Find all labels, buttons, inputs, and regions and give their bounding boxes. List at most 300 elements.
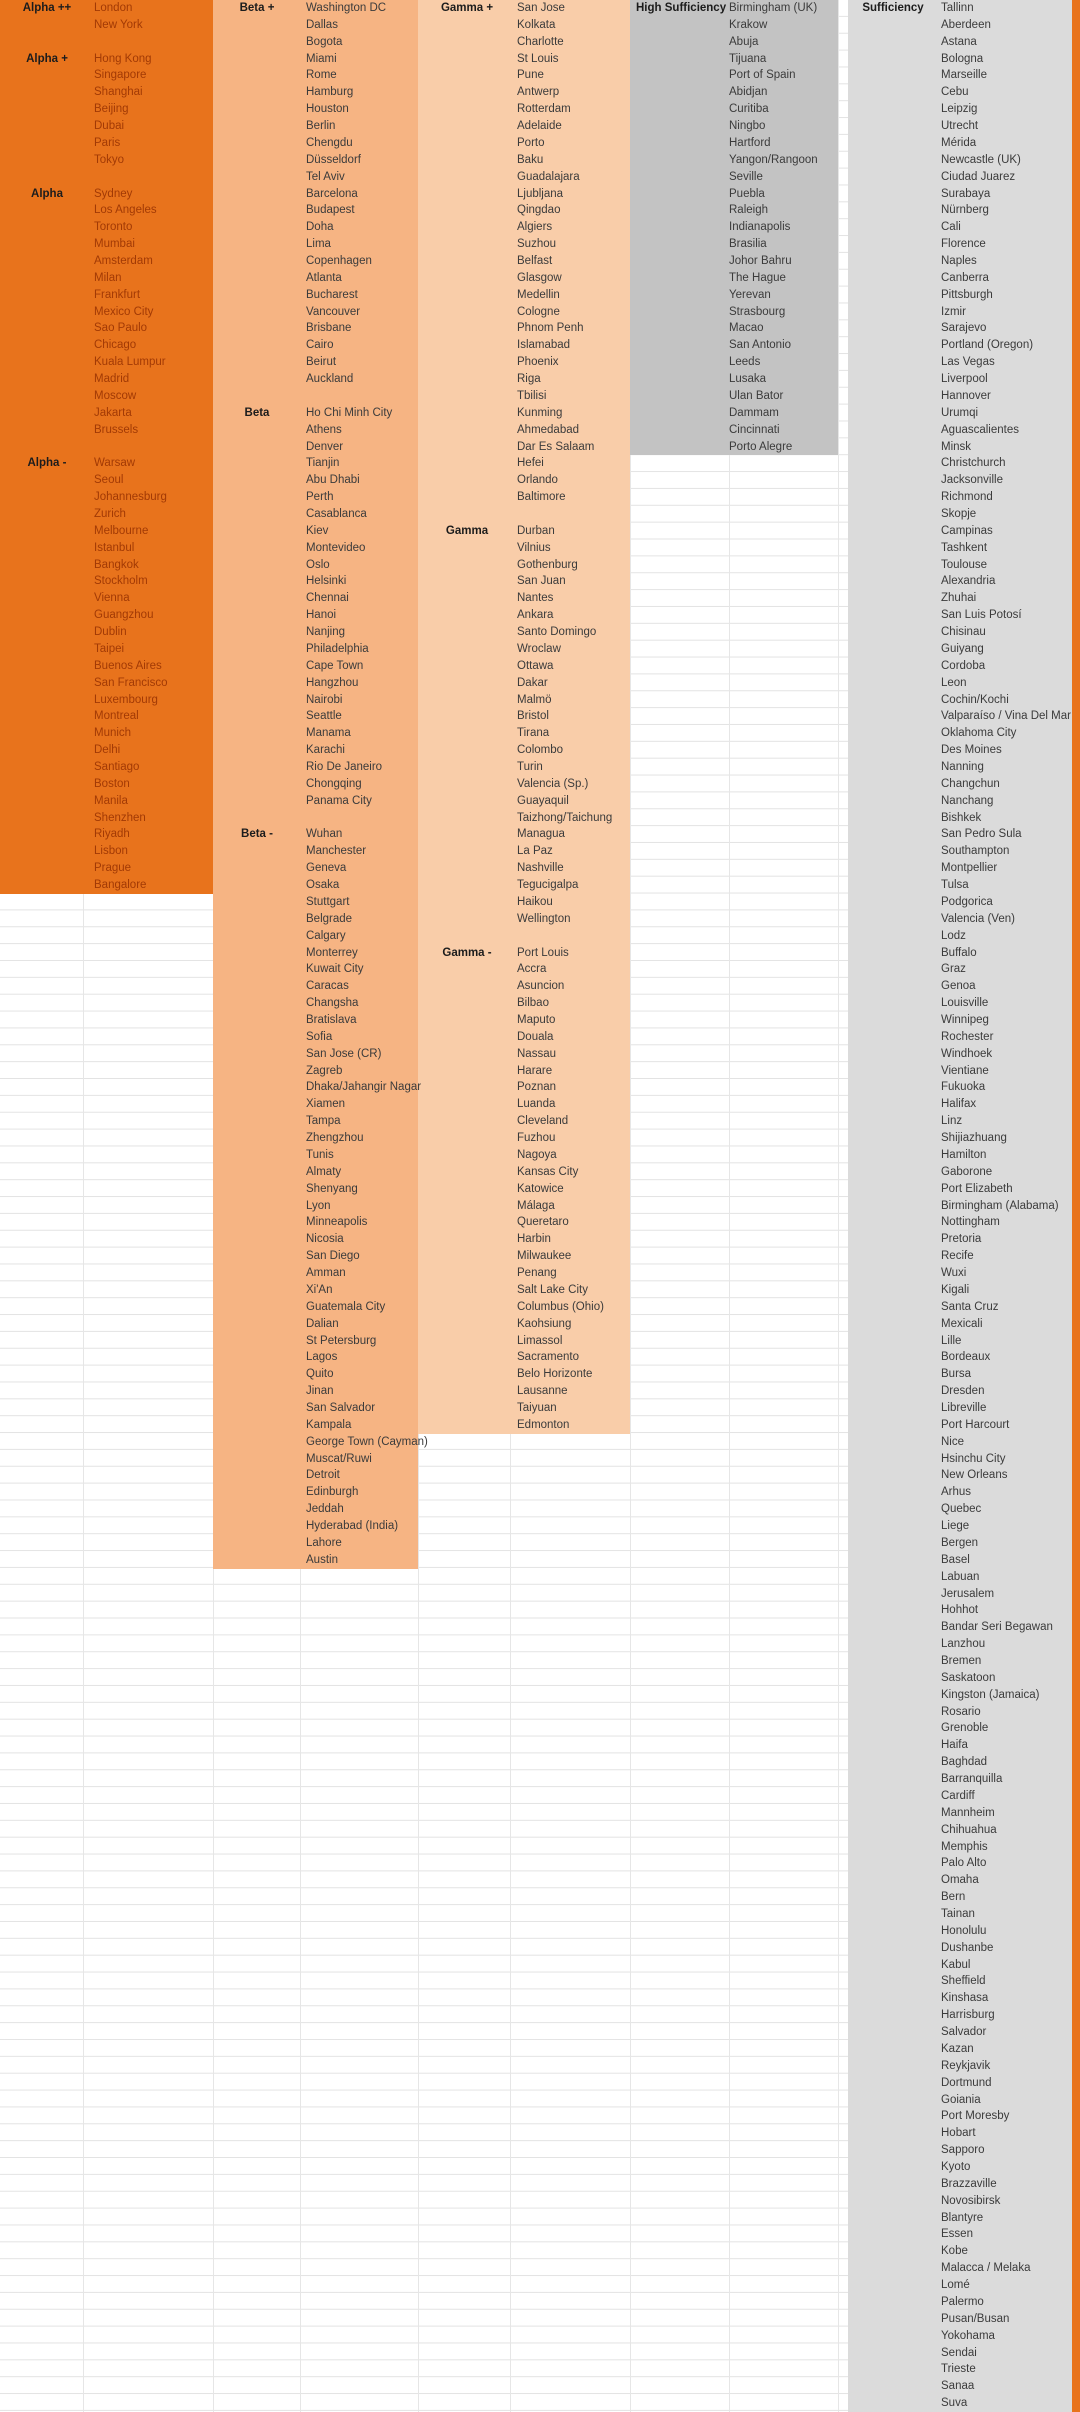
city-cell[interactable]: Kinshasa bbox=[941, 1992, 989, 2005]
city-cell[interactable]: Guadalajara bbox=[517, 170, 580, 183]
city-cell[interactable]: Singapore bbox=[94, 69, 147, 82]
city-cell[interactable]: Tianjin bbox=[306, 457, 340, 470]
city-cell[interactable]: Guiyang bbox=[941, 642, 984, 655]
city-cell[interactable]: Hobart bbox=[941, 2127, 976, 2140]
city-cell[interactable]: Bandar Seri Begawan bbox=[941, 1621, 1053, 1634]
city-cell[interactable]: Suva bbox=[941, 2397, 968, 2410]
city-cell[interactable]: Edmonton bbox=[517, 1418, 570, 1431]
city-cell[interactable]: Los Angeles bbox=[94, 204, 157, 217]
city-cell[interactable]: Johannesburg bbox=[94, 491, 167, 504]
city-cell[interactable]: Tulsa bbox=[941, 879, 969, 892]
city-cell[interactable]: San Diego bbox=[306, 1250, 360, 1263]
city-cell[interactable]: Aguascalientes bbox=[941, 423, 1019, 436]
city-cell[interactable]: Mexicali bbox=[941, 1317, 983, 1330]
city-cell[interactable]: Surabaya bbox=[941, 187, 991, 200]
city-cell[interactable]: Dalian bbox=[306, 1317, 339, 1330]
city-cell[interactable]: Brasilia bbox=[729, 238, 767, 251]
city-cell[interactable]: Suzhou bbox=[517, 238, 557, 251]
city-cell[interactable]: Puebla bbox=[729, 187, 765, 200]
city-cell[interactable]: Nashville bbox=[517, 862, 564, 875]
city-cell[interactable]: Moscow bbox=[94, 389, 137, 402]
city-cell[interactable]: Riga bbox=[517, 373, 541, 386]
city-cell[interactable]: Charlotte bbox=[517, 35, 564, 48]
city-cell[interactable]: Cape Town bbox=[306, 659, 364, 672]
city-cell[interactable]: Mexico City bbox=[94, 305, 154, 318]
city-cell[interactable]: La Paz bbox=[517, 845, 553, 858]
city-cell[interactable]: Porto Alegre bbox=[729, 440, 793, 453]
city-cell[interactable]: Vancouver bbox=[306, 305, 361, 318]
city-cell[interactable]: San Jose bbox=[517, 2, 565, 14]
city-cell[interactable]: Vienna bbox=[94, 592, 130, 605]
city-cell[interactable]: Belo Horizonte bbox=[517, 1368, 593, 1381]
city-cell[interactable]: Rotterdam bbox=[517, 103, 571, 116]
city-cell[interactable]: Austin bbox=[306, 1553, 338, 1566]
city-cell[interactable]: Tampa bbox=[306, 1115, 341, 1128]
city-cell[interactable]: Halifax bbox=[941, 1098, 977, 1111]
city-cell[interactable]: Dhaka/Jahangir Nagar bbox=[306, 1081, 422, 1094]
city-cell[interactable]: Jakarta bbox=[94, 406, 132, 419]
city-cell[interactable]: Lomé bbox=[941, 2279, 970, 2292]
city-cell[interactable]: Yerevan bbox=[729, 288, 771, 301]
city-cell[interactable]: Lausanne bbox=[517, 1385, 568, 1398]
city-cell[interactable]: Ankara bbox=[517, 609, 554, 622]
city-cell[interactable]: Tashkent bbox=[941, 541, 988, 554]
city-cell[interactable]: Lille bbox=[941, 1334, 962, 1347]
city-cell[interactable]: Birmingham (UK) bbox=[729, 2, 818, 14]
city-cell[interactable]: Nice bbox=[941, 1435, 965, 1448]
city-cell[interactable]: Toronto bbox=[94, 221, 133, 234]
city-cell[interactable]: San Jose (CR) bbox=[306, 1047, 382, 1060]
city-cell[interactable]: Cardiff bbox=[941, 1789, 975, 1802]
city-cell[interactable]: St Petersburg bbox=[306, 1334, 377, 1347]
city-cell[interactable]: Medellin bbox=[517, 288, 560, 301]
city-cell[interactable]: Miami bbox=[306, 52, 337, 65]
city-cell[interactable]: Asuncion bbox=[517, 980, 565, 993]
city-cell[interactable]: Zhuhai bbox=[941, 592, 977, 605]
city-cell[interactable]: Brazzaville bbox=[941, 2177, 997, 2190]
city-cell[interactable]: Mumbai bbox=[94, 238, 135, 251]
city-cell[interactable]: Dublin bbox=[94, 626, 127, 639]
city-cell[interactable]: Perth bbox=[306, 491, 334, 504]
city-cell[interactable]: Port Harcourt bbox=[941, 1418, 1010, 1431]
city-cell[interactable]: Chengdu bbox=[306, 136, 353, 149]
city-cell[interactable]: Muscat/Ruwi bbox=[306, 1452, 372, 1465]
city-cell[interactable]: Prague bbox=[94, 862, 132, 875]
city-cell[interactable]: Sydney bbox=[94, 187, 133, 200]
city-cell[interactable]: Belfast bbox=[517, 255, 553, 267]
city-cell[interactable]: Essen bbox=[941, 2228, 973, 2241]
city-cell[interactable]: Salt Lake City bbox=[517, 1283, 588, 1296]
city-cell[interactable]: Chihuahua bbox=[941, 1823, 997, 1836]
city-cell[interactable]: Bilbao bbox=[517, 997, 549, 1010]
city-cell[interactable]: Kolkata bbox=[517, 18, 556, 31]
city-cell[interactable]: Tijuana bbox=[729, 52, 767, 65]
city-cell[interactable]: Fukuoka bbox=[941, 1081, 986, 1094]
city-cell[interactable]: Wuhan bbox=[306, 828, 343, 841]
city-cell[interactable]: Manama bbox=[306, 727, 351, 740]
city-cell[interactable]: Wroclaw bbox=[517, 642, 561, 655]
tier-label-alpha-plus[interactable]: Alpha + bbox=[26, 52, 68, 65]
city-cell[interactable]: Washington DC bbox=[306, 2, 387, 14]
city-cell[interactable]: Nassau bbox=[517, 1047, 556, 1060]
city-cell[interactable]: Hangzhou bbox=[306, 676, 359, 689]
city-cell[interactable]: Vilnius bbox=[517, 541, 551, 554]
city-cell[interactable]: Sheffield bbox=[941, 1975, 986, 1988]
city-cell[interactable]: Trieste bbox=[941, 2363, 976, 2376]
city-cell[interactable]: Monterrey bbox=[306, 946, 358, 959]
city-cell[interactable]: Amsterdam bbox=[94, 255, 153, 267]
city-cell[interactable]: Tel Aviv bbox=[306, 170, 345, 183]
city-cell[interactable]: Cologne bbox=[517, 305, 560, 318]
city-cell[interactable]: Port Louis bbox=[517, 946, 569, 959]
city-cell[interactable]: Southampton bbox=[941, 845, 1010, 858]
city-cell[interactable]: Frankfurt bbox=[94, 288, 141, 301]
city-cell[interactable]: Luxembourg bbox=[94, 693, 158, 706]
city-cell[interactable]: Düsseldorf bbox=[306, 153, 361, 166]
city-cell[interactable]: Linz bbox=[941, 1115, 963, 1128]
city-cell[interactable]: San Pedro Sula bbox=[941, 828, 1022, 841]
city-cell[interactable]: Hannover bbox=[941, 389, 991, 402]
city-cell[interactable]: Skopje bbox=[941, 508, 977, 520]
city-cell[interactable]: Kuala Lumpur bbox=[94, 356, 166, 369]
city-cell[interactable]: Naples bbox=[941, 255, 977, 267]
city-cell[interactable]: Harbin bbox=[517, 1233, 551, 1246]
city-cell[interactable]: Omaha bbox=[941, 1874, 979, 1887]
city-cell[interactable]: Katowice bbox=[517, 1182, 564, 1195]
city-cell[interactable]: San Antonio bbox=[729, 339, 792, 352]
city-cell[interactable]: Boston bbox=[94, 777, 130, 790]
city-cell[interactable]: Guatemala City bbox=[306, 1300, 386, 1313]
city-cell[interactable]: Abuja bbox=[729, 35, 759, 48]
city-cell[interactable]: Geneva bbox=[306, 862, 347, 875]
city-cell[interactable]: Marseille bbox=[941, 69, 988, 82]
city-cell[interactable]: Basel bbox=[941, 1553, 970, 1566]
city-cell[interactable]: Cebu bbox=[941, 86, 969, 99]
city-cell[interactable]: Hefei bbox=[517, 457, 544, 470]
city-cell[interactable]: Nürnberg bbox=[941, 204, 989, 217]
city-cell[interactable]: Tokyo bbox=[94, 153, 125, 166]
city-cell[interactable]: Hanoi bbox=[306, 609, 337, 622]
city-cell[interactable]: Kiev bbox=[306, 524, 329, 537]
city-cell[interactable]: Ho Chi Minh City bbox=[306, 406, 393, 419]
city-cell[interactable]: Accra bbox=[517, 963, 547, 976]
city-cell[interactable]: Chongqing bbox=[306, 777, 362, 790]
city-cell[interactable]: Shenzhen bbox=[94, 811, 146, 824]
city-cell[interactable]: Raleigh bbox=[729, 204, 768, 217]
tier-label-beta-minus[interactable]: Beta - bbox=[241, 828, 273, 841]
city-cell[interactable]: Nantes bbox=[517, 592, 554, 605]
city-cell[interactable]: Doha bbox=[306, 221, 334, 234]
city-cell[interactable]: Luanda bbox=[517, 1098, 556, 1111]
city-cell[interactable]: Seattle bbox=[306, 710, 342, 723]
city-cell[interactable]: Taiyuan bbox=[517, 1401, 557, 1414]
city-cell[interactable]: Chennai bbox=[306, 592, 349, 605]
city-cell[interactable]: Yokohama bbox=[941, 2329, 995, 2342]
city-cell[interactable]: Nanjing bbox=[306, 626, 345, 639]
city-cell[interactable]: Pusan/Busan bbox=[941, 2312, 1010, 2325]
city-cell[interactable]: Gothenburg bbox=[517, 558, 578, 571]
city-cell[interactable]: Reykjavik bbox=[941, 2059, 991, 2072]
city-cell[interactable]: Quito bbox=[306, 1368, 334, 1381]
city-cell[interactable]: San Salvador bbox=[306, 1401, 376, 1414]
city-cell[interactable]: Bristol bbox=[517, 710, 549, 723]
city-cell[interactable]: Cincinnati bbox=[729, 423, 780, 436]
city-cell[interactable]: Ahmedabad bbox=[517, 423, 580, 436]
city-cell[interactable]: Cali bbox=[941, 221, 961, 234]
city-cell[interactable]: Pretoria bbox=[941, 1233, 982, 1246]
city-cell[interactable]: Urumqi bbox=[941, 406, 979, 419]
city-cell[interactable]: Baku bbox=[517, 153, 544, 166]
city-cell[interactable]: Salvador bbox=[941, 2026, 987, 2039]
city-cell[interactable]: Bangkok bbox=[94, 558, 139, 571]
city-cell[interactable]: Lagos bbox=[306, 1351, 338, 1364]
city-cell[interactable]: Changchun bbox=[941, 777, 1000, 790]
city-cell[interactable]: Sanaa bbox=[941, 2380, 975, 2393]
city-cell[interactable]: Bursa bbox=[941, 1368, 972, 1381]
tier-label-high-sufficiency[interactable]: High Sufficiency bbox=[636, 2, 727, 14]
city-cell[interactable]: Belgrade bbox=[306, 912, 353, 925]
city-cell[interactable]: Libreville bbox=[941, 1401, 987, 1414]
city-cell[interactable]: Penang bbox=[517, 1267, 557, 1280]
city-cell[interactable]: Chisinau bbox=[941, 626, 986, 639]
city-cell[interactable]: Douala bbox=[517, 1030, 554, 1043]
city-cell[interactable]: Kunming bbox=[517, 406, 563, 419]
city-cell[interactable]: Curitiba bbox=[729, 103, 769, 116]
city-cell[interactable]: Bern bbox=[941, 1891, 966, 1904]
city-cell[interactable]: Xiamen bbox=[306, 1098, 345, 1111]
city-cell[interactable]: Copenhagen bbox=[306, 255, 372, 267]
city-cell[interactable]: Dresden bbox=[941, 1385, 985, 1398]
city-cell[interactable]: Tirana bbox=[517, 727, 550, 740]
city-cell[interactable]: Bergen bbox=[941, 1536, 979, 1549]
city-cell[interactable]: Bangalore bbox=[94, 879, 147, 892]
city-cell[interactable]: Seoul bbox=[94, 474, 124, 487]
city-cell[interactable]: Casablanca bbox=[306, 508, 367, 520]
city-cell[interactable]: Dubai bbox=[94, 120, 125, 133]
city-cell[interactable]: Hsinchu City bbox=[941, 1452, 1006, 1465]
city-cell[interactable]: Guangzhou bbox=[94, 609, 154, 622]
city-cell[interactable]: Honolulu bbox=[941, 1924, 987, 1937]
city-cell[interactable]: Rochester bbox=[941, 1030, 994, 1043]
city-cell[interactable]: Leeds bbox=[729, 356, 761, 369]
city-cell[interactable]: Karachi bbox=[306, 744, 345, 757]
city-cell[interactable]: Port of Spain bbox=[729, 69, 796, 82]
city-cell[interactable]: Bologna bbox=[941, 52, 984, 65]
city-cell[interactable]: Recife bbox=[941, 1250, 974, 1263]
city-cell[interactable]: Lima bbox=[306, 238, 331, 251]
city-cell[interactable]: Panama City bbox=[306, 794, 372, 807]
city-cell[interactable]: Blantyre bbox=[941, 2211, 984, 2224]
city-cell[interactable]: Jacksonville bbox=[941, 474, 1003, 487]
city-cell[interactable]: Liverpool bbox=[941, 373, 988, 386]
city-cell[interactable]: Palo Alto bbox=[941, 1857, 987, 1870]
city-cell[interactable]: Cochin/Kochi bbox=[941, 693, 1009, 706]
city-cell[interactable]: Pune bbox=[517, 69, 544, 82]
city-cell[interactable]: Montevideo bbox=[306, 541, 366, 554]
city-cell[interactable]: Bucharest bbox=[306, 288, 358, 301]
city-cell[interactable]: Turin bbox=[517, 761, 543, 774]
city-cell[interactable]: Haikou bbox=[517, 895, 553, 908]
city-cell[interactable]: Xi'An bbox=[306, 1283, 333, 1296]
city-cell[interactable]: Melbourne bbox=[94, 524, 149, 537]
city-cell[interactable]: Tainan bbox=[941, 1907, 975, 1920]
city-cell[interactable]: Mannheim bbox=[941, 1806, 995, 1819]
city-cell[interactable]: Kabul bbox=[941, 1958, 971, 1971]
city-cell[interactable]: Windhoek bbox=[941, 1047, 993, 1060]
city-cell[interactable]: Shanghai bbox=[94, 86, 143, 99]
city-cell[interactable]: Paris bbox=[94, 136, 121, 149]
city-cell[interactable]: Rosario bbox=[941, 1705, 981, 1718]
city-cell[interactable]: Oslo bbox=[306, 558, 330, 571]
city-cell[interactable]: Kyoto bbox=[941, 2160, 971, 2173]
tier-label-alpha-minus[interactable]: Alpha - bbox=[27, 457, 67, 470]
city-cell[interactable]: Dakar bbox=[517, 676, 548, 689]
city-cell[interactable]: Atlanta bbox=[306, 271, 342, 284]
city-cell[interactable]: Houston bbox=[306, 103, 349, 116]
city-cell[interactable]: The Hague bbox=[729, 271, 786, 284]
tier-label-gamma-minus[interactable]: Gamma - bbox=[442, 946, 492, 959]
city-cell[interactable]: Vientiane bbox=[941, 1064, 989, 1077]
city-cell[interactable]: Warsaw bbox=[94, 457, 136, 470]
city-cell[interactable]: San Juan bbox=[517, 575, 566, 588]
city-cell[interactable]: Minneapolis bbox=[306, 1216, 368, 1229]
city-cell[interactable]: Sacramento bbox=[517, 1351, 580, 1364]
city-cell[interactable]: Sofia bbox=[306, 1030, 333, 1043]
city-cell[interactable]: Minsk bbox=[941, 440, 972, 453]
city-cell[interactable]: Buffalo bbox=[941, 946, 977, 959]
city-cell[interactable]: Munich bbox=[94, 727, 132, 740]
city-cell[interactable]: Malacca / Melaka bbox=[941, 2262, 1031, 2275]
city-cell[interactable]: Toulouse bbox=[941, 558, 988, 571]
city-cell[interactable]: Jerusalem bbox=[941, 1587, 995, 1600]
city-cell[interactable]: Athens bbox=[306, 423, 342, 436]
city-cell[interactable]: Macao bbox=[729, 322, 764, 335]
city-cell[interactable]: Budapest bbox=[306, 204, 355, 217]
city-cell[interactable]: Cairo bbox=[306, 339, 334, 352]
city-cell[interactable]: Helsinki bbox=[306, 575, 347, 588]
city-cell[interactable]: Milan bbox=[94, 271, 122, 284]
city-cell[interactable]: Phnom Penh bbox=[517, 322, 584, 335]
city-cell[interactable]: Santiago bbox=[94, 761, 140, 774]
city-cell[interactable]: Malmö bbox=[517, 693, 552, 706]
city-cell[interactable]: San Francisco bbox=[94, 676, 168, 689]
city-cell[interactable]: Edinburgh bbox=[306, 1486, 359, 1499]
city-cell[interactable]: Limassol bbox=[517, 1334, 563, 1347]
city-cell[interactable]: Nagoya bbox=[517, 1148, 557, 1161]
city-cell[interactable]: Richmond bbox=[941, 491, 993, 504]
city-cell[interactable]: Podgorica bbox=[941, 895, 993, 908]
city-cell[interactable]: Managua bbox=[517, 828, 565, 841]
city-cell[interactable]: Hohhot bbox=[941, 1604, 979, 1617]
city-cell[interactable]: Ottawa bbox=[517, 659, 554, 672]
city-cell[interactable]: Tunis bbox=[306, 1148, 334, 1161]
city-cell[interactable]: Genoa bbox=[941, 980, 976, 993]
city-cell[interactable]: Hyderabad (India) bbox=[306, 1520, 399, 1533]
city-cell[interactable]: Jinan bbox=[306, 1385, 334, 1398]
city-cell[interactable]: Almaty bbox=[306, 1165, 342, 1178]
city-cell[interactable]: Stockholm bbox=[94, 575, 148, 588]
tier-label-alpha-plus-plus[interactable]: Alpha ++ bbox=[22, 2, 72, 14]
city-cell[interactable]: Brussels bbox=[94, 423, 139, 436]
city-cell[interactable]: Portland (Oregon) bbox=[941, 339, 1034, 352]
city-cell[interactable]: Aberdeen bbox=[941, 18, 991, 31]
city-cell[interactable]: Johor Bahru bbox=[729, 255, 792, 267]
city-cell[interactable]: Winnipeg bbox=[941, 1014, 989, 1027]
city-cell[interactable]: Krakow bbox=[729, 18, 768, 31]
city-cell[interactable]: Mérida bbox=[941, 136, 977, 149]
city-cell[interactable]: Zagreb bbox=[306, 1064, 343, 1077]
city-cell[interactable]: Hartford bbox=[729, 136, 771, 149]
city-cell[interactable]: Yangon/Rangoon bbox=[729, 153, 818, 166]
city-cell[interactable]: Liege bbox=[941, 1520, 970, 1533]
city-cell[interactable]: Kaohsiung bbox=[517, 1317, 572, 1330]
city-cell[interactable]: Kazan bbox=[941, 2042, 974, 2055]
city-cell[interactable]: Valparaíso / Vina Del Mar bbox=[941, 710, 1071, 723]
city-cell[interactable]: Sapporo bbox=[941, 2144, 985, 2157]
tier-label-beta-plus[interactable]: Beta + bbox=[239, 2, 275, 14]
city-cell[interactable]: Islamabad bbox=[517, 339, 571, 352]
city-cell[interactable]: Osaka bbox=[306, 879, 340, 892]
city-cell[interactable]: Indianapolis bbox=[729, 221, 791, 234]
city-cell[interactable]: Bishkek bbox=[941, 811, 982, 824]
city-cell[interactable]: Hong Kong bbox=[94, 52, 152, 65]
city-cell[interactable]: Durban bbox=[517, 524, 555, 537]
city-cell[interactable]: Manchester bbox=[306, 845, 367, 858]
city-cell[interactable]: Birmingham (Alabama) bbox=[941, 1199, 1059, 1212]
tier-label-alpha[interactable]: Alpha bbox=[31, 187, 63, 200]
city-cell[interactable]: Haifa bbox=[941, 1739, 968, 1752]
city-cell[interactable]: Orlando bbox=[517, 474, 558, 487]
city-cell[interactable]: Cordoba bbox=[941, 659, 986, 672]
city-cell[interactable]: Tallinn bbox=[941, 2, 974, 14]
city-cell[interactable]: Algiers bbox=[517, 221, 553, 234]
city-cell[interactable]: Labuan bbox=[941, 1570, 980, 1583]
city-cell[interactable]: Berlin bbox=[306, 120, 336, 133]
city-cell[interactable]: Astana bbox=[941, 35, 977, 48]
city-cell[interactable]: Quebec bbox=[941, 1503, 982, 1516]
tier-label-beta[interactable]: Beta bbox=[244, 406, 270, 419]
city-cell[interactable]: Sendai bbox=[941, 2346, 977, 2359]
city-cell[interactable]: Alexandria bbox=[941, 575, 996, 588]
city-cell[interactable]: Florence bbox=[941, 238, 986, 251]
city-cell[interactable]: London bbox=[94, 2, 133, 14]
city-cell[interactable]: Dallas bbox=[306, 18, 338, 31]
city-cell[interactable]: Harare bbox=[517, 1064, 553, 1077]
city-cell[interactable]: Shenyang bbox=[306, 1182, 358, 1195]
city-cell[interactable]: Taizhong/Taichung bbox=[517, 811, 613, 824]
city-cell[interactable]: Leipzig bbox=[941, 103, 978, 116]
city-cell[interactable]: Port Elizabeth bbox=[941, 1182, 1013, 1195]
city-cell[interactable]: Guayaquil bbox=[517, 794, 569, 807]
city-cell[interactable]: Nanning bbox=[941, 761, 984, 774]
city-cell[interactable]: St Louis bbox=[517, 52, 559, 65]
city-cell[interactable]: Oklahoma City bbox=[941, 727, 1017, 740]
city-cell[interactable]: Queretaro bbox=[517, 1216, 569, 1229]
city-cell[interactable]: Calgary bbox=[306, 929, 346, 942]
city-cell[interactable]: Kansas City bbox=[517, 1165, 579, 1178]
city-cell[interactable]: Colombo bbox=[517, 744, 564, 757]
city-cell[interactable]: Newcastle (UK) bbox=[941, 153, 1021, 166]
city-cell[interactable]: Málaga bbox=[517, 1199, 555, 1212]
city-cell[interactable]: Columbus (Ohio) bbox=[517, 1300, 604, 1313]
city-cell[interactable]: Memphis bbox=[941, 1840, 988, 1853]
city-cell[interactable]: Bremen bbox=[941, 1654, 982, 1667]
city-cell[interactable]: Chicago bbox=[94, 339, 137, 352]
city-cell[interactable]: Sao Paulo bbox=[94, 322, 148, 335]
city-cell[interactable]: Baltimore bbox=[517, 491, 566, 504]
city-cell[interactable]: Novosibirsk bbox=[941, 2194, 1001, 2207]
city-cell[interactable]: Zurich bbox=[94, 508, 126, 520]
